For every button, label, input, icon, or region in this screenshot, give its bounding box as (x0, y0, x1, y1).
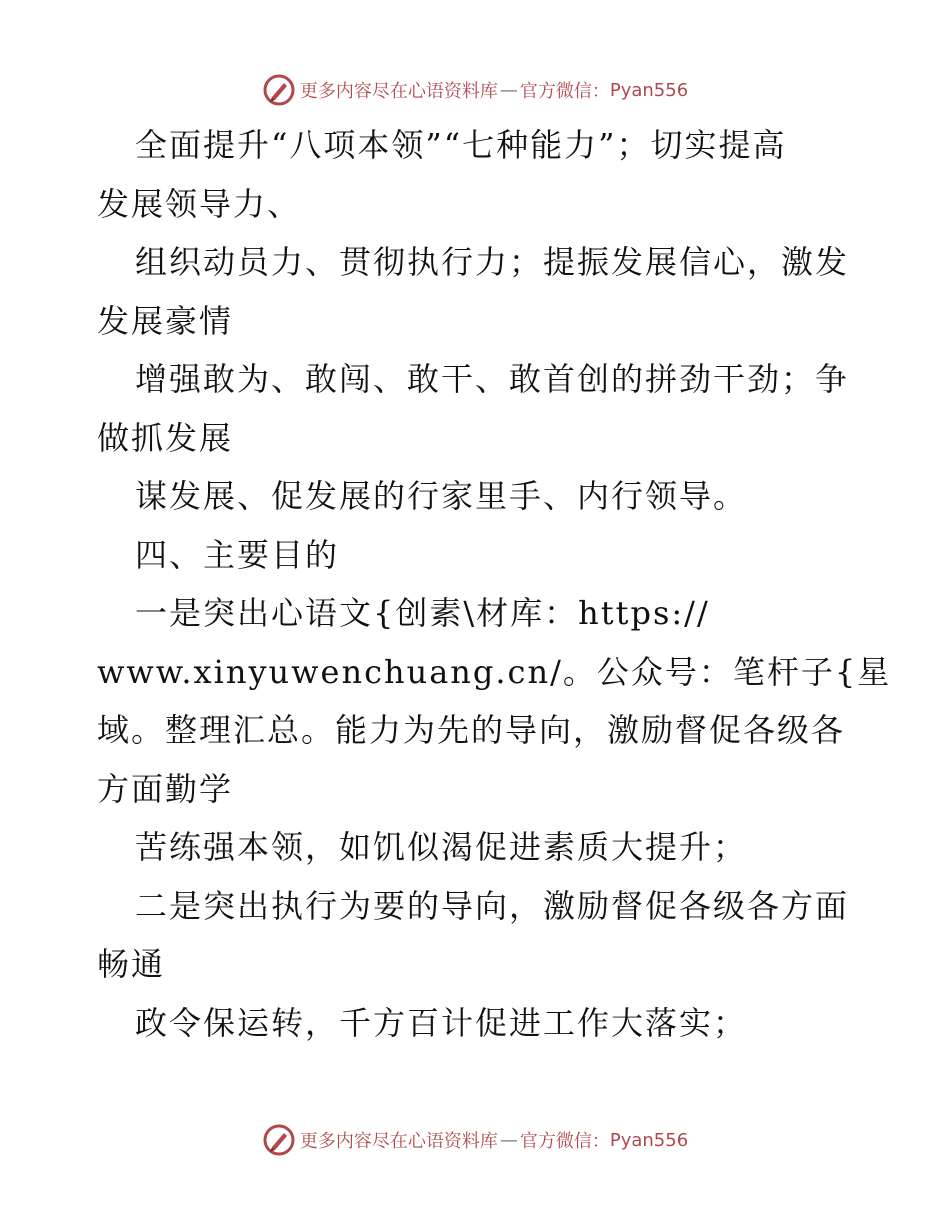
document-body (97, 116, 892, 1052)
section-heading: 四、主要目的 (135, 535, 340, 574)
text-line: 全面提升“八项本领”“七种能力”；切实提高 (135, 126, 787, 164)
text-line: 二是突出执行为要的导向，激励督促各级各方面 (135, 886, 850, 925)
text-line: 谋发展、促发展的行家里手、内行领导。 (135, 477, 748, 515)
banner-separator: — (499, 1129, 518, 1151)
banner-wechat-label: 官方微信： (519, 1131, 610, 1152)
text-line: 畅通 (97, 945, 166, 983)
text-line: 域。整理汇总。能力为先的导向，激励督促各级各 (97, 711, 846, 749)
banner-wechat-id: Pyan556 (609, 1129, 689, 1151)
text-line: 政令保运转，千方百计促进工作大落实； (135, 1003, 748, 1042)
banner-text: 更多内容尽在心语资料库 (299, 81, 498, 102)
text-line: 组织动员力、贯彻执行力；提振发展信心，激发 (135, 243, 850, 281)
text-line: 方面勤学 (97, 769, 234, 808)
text-line: 发展豪情 (97, 301, 234, 340)
text-line: 增强敢为、敢闯、敢干、敢首创的拼劲干劲；争 (135, 360, 850, 398)
text-line: 苦练强本领，如饥似渴促进素质大提升； (135, 828, 748, 866)
text-line: 发展领导力、 (97, 184, 302, 223)
banner-separator: — (499, 79, 518, 101)
banner-wechat-id: Pyan556 (609, 79, 689, 101)
pen-logo-icon (262, 1123, 296, 1157)
banner-text: 更多内容尽在心语资料库 (299, 1131, 498, 1152)
footer-watermark-banner (0, 1120, 950, 1160)
text-line: 做抓发展 (97, 418, 234, 457)
text-line: 一是突出心语文{创素\材库：https:// (135, 594, 710, 632)
pen-logo-icon (262, 73, 296, 107)
banner-wechat-label: 官方微信： (519, 81, 610, 102)
header-watermark-banner (0, 70, 950, 110)
text-line: www.xinyuwenchuang.cn/。公众号：笔杆子{星 (97, 652, 892, 691)
